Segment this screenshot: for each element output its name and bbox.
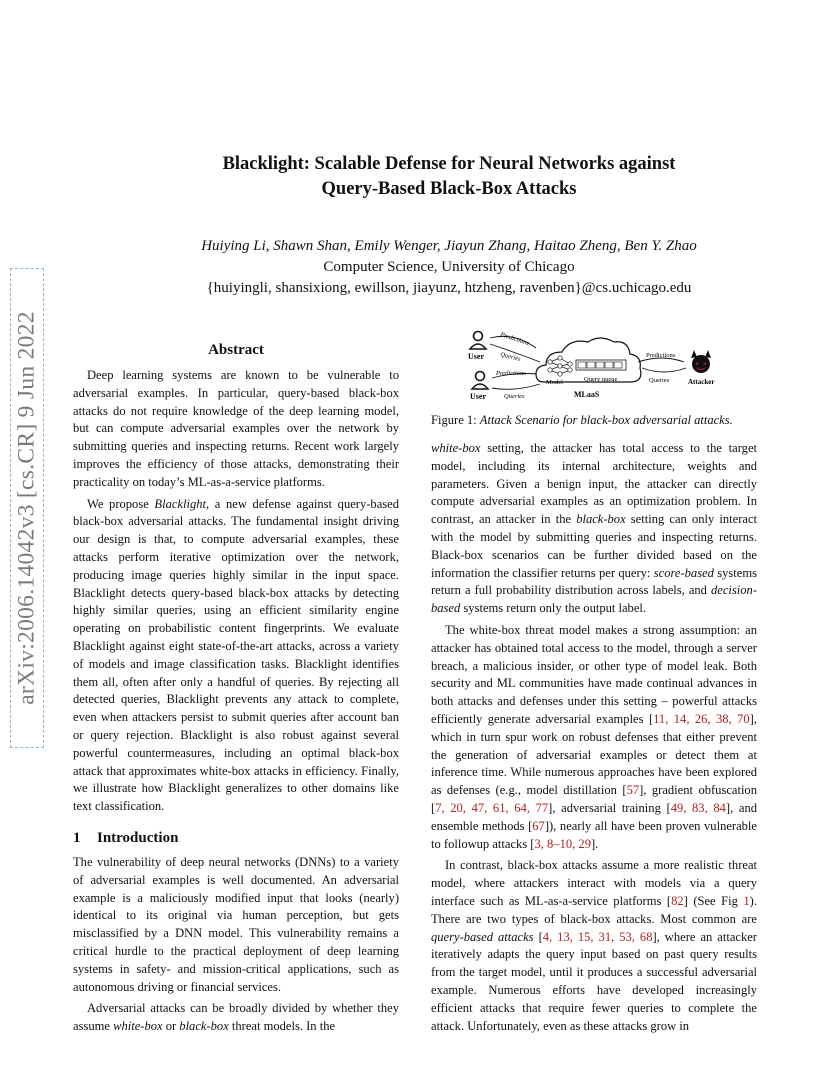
queries-label-3: Queries bbox=[649, 377, 670, 384]
intro-paragraph-2: Adversarial attacks can be broadly divided by whether they assume white-box or black-box threat models. In the bbox=[73, 1001, 399, 1034]
right-paragraph-2: The white-box threat model makes a strong assumption: an attacker has obtained total access to the model, through a server breach, a malicious insider, or other type of model leak. Both security and ML communities have made continual advances in both attacks and defenses under this setting – powerful attacks efficiently generate adversarial examples [11, 14, 26, 38, 70], which in turn spur work on robust defenses that either prevent the generation of adversarial examples or detect them at inference time. While numerous approaches have been explored as defenses (e.g., model distillation [57], gradient obfuscation [7, 20, 47, 61, 64, 77], adversarial training [49, 83, 84], and ensemble methods [67]), nearly all have been proven vulnerable to followup attacks [3, 8–10, 29]. bbox=[431, 622, 758, 851]
citation-link[interactable]: 82 bbox=[671, 893, 684, 908]
paper-title bbox=[70, 152, 828, 202]
paper-title-line-2: Query-Based Black-Box Attacks bbox=[321, 179, 577, 199]
model-label: Model bbox=[546, 379, 563, 386]
mlaas-label: MLaaS bbox=[574, 390, 600, 399]
query-queue-icon bbox=[576, 360, 626, 370]
citation-link[interactable]: 4, 13, 15, 31, 53, 68 bbox=[542, 929, 653, 944]
predictions-label-2: Predictions bbox=[496, 370, 526, 377]
author-block bbox=[70, 236, 828, 299]
citation-link[interactable]: 67 bbox=[532, 818, 545, 833]
left-column bbox=[73, 340, 399, 1040]
right-paragraph-3: In contrast, black-box attacks assume a more realistic threat model, where attackers interact with models via a query interface such as ML-as-a-service platforms [82] (See Fig 1). There are two types of black-box attacks. Most common are query-based attacks [4, 13, 15, 31, 53, 68], where an attacker iteratively adapts the query input based on past query results from the target model, until it produces a successful adversarial example. Numerous efforts have developed increasingly efficient attacks that require fewer queries to complete the attack. Unfortunately, even as these attacks grow in bbox=[431, 858, 757, 1033]
right-paragraph-1: white-box setting, the attacker has total access to the target model, including its internal architecture, weights and parameters. Given a benign input, the attacker can directly compute adversarial examples as an optimization problem. In contrast, an attacker in the black-box setting can only interact with the model by submitting queries and inspecting returns. Black-box scenarios can be further divided based on the information the classifier returns per query: score-based systems return a full probability distribution across labels, and decision-based systems return only the output label. bbox=[431, 441, 758, 616]
figure-caption-label: Figure 1: bbox=[431, 413, 480, 427]
figure-caption-text: Attack Scenario for black-box adversarial attacks. bbox=[479, 413, 733, 427]
figure-reference-link[interactable]: 1 bbox=[743, 893, 750, 908]
author-names: Huiying Li, Shawn Shan, Emily Wenger, Jiayun Zhang, Haitao Zheng, Ben Y. Zhao bbox=[201, 238, 697, 254]
user-icon bbox=[472, 372, 488, 390]
queries-label-1: Queries bbox=[499, 351, 522, 363]
user-label-1: User bbox=[468, 352, 484, 361]
abstract-paragraph-2: We propose Blacklight, a new defense against query-based black-box adversarial attacks. The fundamental insight driving our design is that, to compute adversarial examples, these attacks perform iterative optimization over the network, producing image queries highly similar in the input space. Blacklight detects query-based black-box attacks by detecting highly similar queries, using an efficient similarity engine operating on probabilistic content fingerprints. We evaluate Blacklight against eight state-of-the-art attacks, across a variety of models and image classification tasks. Blacklight identifies them all, often after only a handful of queries. By rejecting all detected queries, Blacklight prevents any attack to complete, even when attackers persist to submit queries after account ban or query rejection. Blacklight is also robust against several powerful countermeasures, including an optimal black-box attack that approximates white-box attacks in efficiency. Finally, we illustrate how Blacklight generalizes to other domains like text classification. bbox=[73, 496, 399, 814]
citation-link[interactable]: 57 bbox=[626, 783, 640, 798]
section-title: Introduction bbox=[97, 829, 179, 846]
abstract-paragraph-1: Deep learning systems are known to be vulnerable to adversarial examples. In particular, query-based black-box attacks do not require knowledge of the deep learning model, but can compute adversarial examples over the network by submitting queries and inspecting returns. Recent work largely improves the efficiency of those attacks, demonstrating their practicality on today’s ML-as-a-service platforms. bbox=[73, 368, 399, 489]
user-icon bbox=[470, 332, 486, 350]
queries-arrow bbox=[642, 368, 686, 372]
predictions-label-3: Predictions bbox=[646, 352, 676, 359]
author-emails: {huiyingli, shansixiong, ewillson, jiayunz, htzheng, ravenben}@cs.uchicago.edu bbox=[206, 280, 692, 296]
query-queue-label: Query queue bbox=[584, 376, 618, 383]
figure-1-caption bbox=[431, 412, 761, 429]
arxiv-identifier-text: arXiv:2006.14042v3 [cs.CR] 9 Jun 2022 bbox=[13, 311, 40, 705]
citation-link[interactable]: 11, 14, 26, 38, 70 bbox=[653, 711, 750, 726]
citation-link[interactable]: 49, 83, 84 bbox=[670, 800, 726, 815]
predictions-label-1: Predictions bbox=[499, 331, 530, 348]
section-number: 1 bbox=[73, 829, 81, 846]
figure-1-attack-scenario bbox=[466, 328, 726, 406]
queries-label-2: Queries bbox=[504, 393, 525, 400]
attack-scenario-diagram bbox=[466, 328, 726, 406]
queries-arrow bbox=[492, 384, 540, 389]
citation-link[interactable]: 7, 20, 47, 61, 64, 77 bbox=[435, 800, 549, 815]
paper-title-line-1: Blacklight: Scalable Defense for Neural Networks against bbox=[222, 154, 676, 174]
abstract-heading: Abstract bbox=[208, 342, 264, 358]
attacker-label: Attacker bbox=[688, 378, 715, 386]
right-column bbox=[431, 440, 757, 1039]
arxiv-identifier-stamp bbox=[10, 268, 44, 748]
citation-link[interactable]: 3, 8–10, 29 bbox=[534, 836, 591, 851]
introduction-heading bbox=[73, 828, 399, 848]
intro-paragraph-1: The vulnerability of deep neural networks (DNNs) to a variety of adversarial examples is well documented. An adversarial example is a maliciously modified input that looks (nearly) identical to its original via human perception, but gets misclassified by a DNN model. This vulnerability remains a critical hurdle to the practical deployment of deep learning systems in safety- and mission-critical applications, such as autonomous driving or financial services. bbox=[73, 854, 399, 994]
user-label-2: User bbox=[470, 392, 486, 401]
attacker-devil-icon bbox=[691, 350, 711, 373]
author-affiliation: Computer Science, University of Chicago bbox=[323, 259, 575, 275]
blacklight-emphasis: Blacklight bbox=[154, 496, 206, 511]
